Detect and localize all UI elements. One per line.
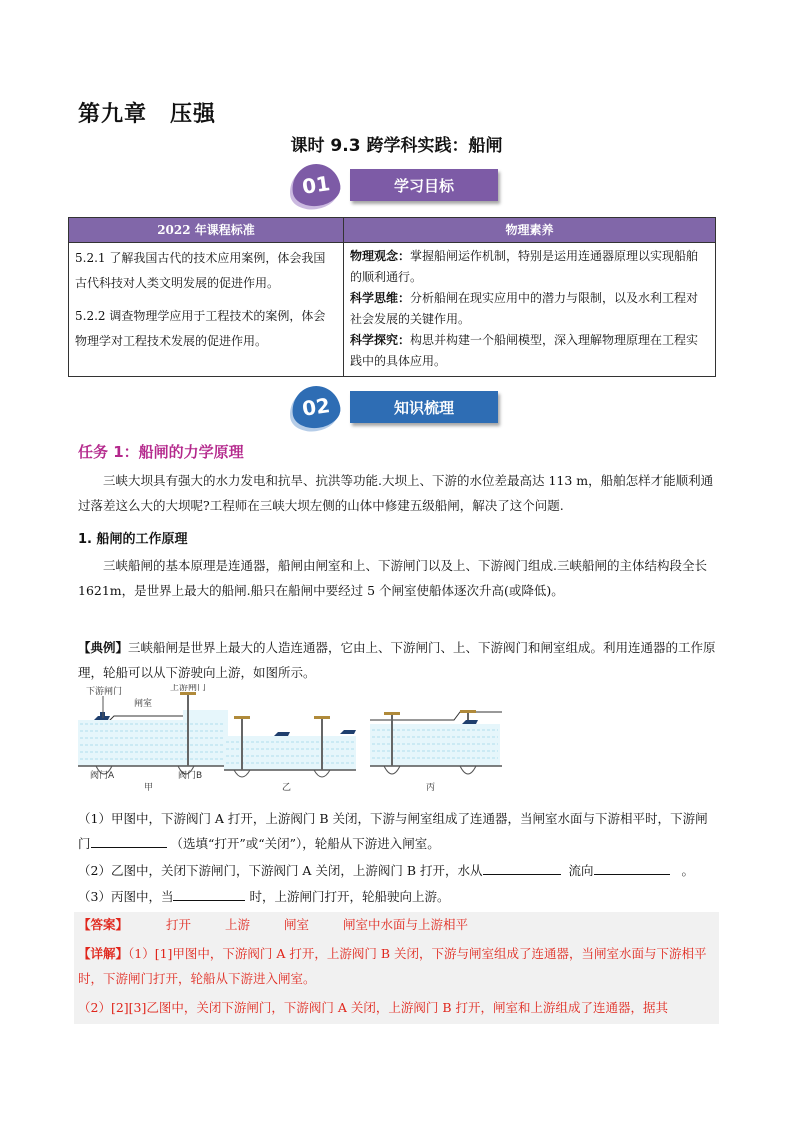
standards-cell: [69, 243, 344, 377]
label-lower-gate: 下游闸门: [86, 687, 123, 697]
intro-paragraph: 三峡大坝具有强大的水力发电和抗旱、抗洪等功能.大坝上、下游的水位差最高达 113 m，船舶怎样才能顺利通过落差这么大的大坝呢?工程师在三峡大坝左侧的山体中修建五级船闸，解决了这个问题.: [78, 473, 714, 513]
principle-paragraph: 三峡船闸的基本原理是连通器，船闸由闸室和上、下游闸门以及上、下游阀门组成.三峡船闸的主体结构段全长 1621m，是世界上最大的船闸.船只在船闸中要经过 5 个闸室使船体逐次升高(或降低)。: [78, 558, 707, 598]
table-row: [69, 243, 716, 377]
example-tag: 【典例】: [78, 640, 129, 655]
example-paragraph: [78, 635, 720, 685]
literacy-item: [350, 246, 709, 288]
question-2-text-c: 。: [681, 863, 694, 878]
ship-lock-figure: [74, 684, 504, 794]
section1-number: 01: [300, 171, 332, 199]
question-3-text-b: 时，上游闸门打开，轮船驶向上游。: [249, 889, 450, 904]
answer-item: 上游: [225, 917, 251, 932]
standards-table: [68, 217, 716, 377]
table-header-row: [69, 218, 716, 243]
literacy-text: 掌握船闸运作机制，特别是运用连通器原理以实现船舶的顺利通行。: [350, 249, 699, 284]
section1-title: 学习目标: [393, 176, 454, 195]
figure-bing: [370, 710, 502, 793]
figure-yi: [224, 716, 356, 793]
literacy-item: [350, 288, 709, 330]
label-fig-jia: 甲: [144, 783, 154, 793]
detail-p1: [78, 941, 715, 991]
literacy-label: 物理观念：: [350, 249, 411, 263]
label-fig-bing: 丙: [426, 783, 436, 793]
figure-jia: [78, 684, 228, 793]
task1-heading: 任务 1：船闸的力学原理: [78, 443, 244, 461]
detail-p2: （2）[2][3]乙图中，关闭下游闸门，下游阀门 A 关闭，上游阀门 B 打开，闸室和上游组成了连通器，据其: [78, 1000, 668, 1015]
lesson-title: 课时 9.3 跨学科实践：船闸: [290, 136, 503, 156]
label-upper-gate: 上游闸门: [170, 684, 207, 693]
answer-blank-1[interactable]: [91, 833, 167, 848]
literacy-text: 分析船闸在现实应用中的潜力与限制，以及水利工程对社会发展的关键作用。: [350, 291, 699, 326]
literacy-label: 科学思维：: [350, 291, 411, 305]
question-3: [78, 884, 720, 909]
answer-item: 闸室: [284, 917, 310, 932]
question-2: [78, 858, 720, 883]
literacy-item: [350, 330, 709, 372]
question-1-text: （1）甲图中，下游阀门 A 打开，上游阀门 B 关闭，下游与闸室组成了连通器，当闸室水面与下游相平时，: [78, 811, 671, 826]
label-valve-b: 阀门B: [178, 771, 203, 781]
question-1-text-c: （选填“打开”或“关闭”），轮船从下游进入闸室。: [170, 836, 440, 851]
answer-box: [74, 912, 719, 1024]
label-chamber: 闸室: [134, 699, 153, 709]
detail-text: （1）[1]甲图中，下游阀门 A 打开，上游阀门 B 关闭，下游与闸室组成了连通器，当闸室水面与下游相平时，下游闸门打开，轮船从下游进入闸室。: [78, 946, 707, 986]
question-3-text: （3）丙图中，当: [78, 889, 174, 904]
detail-label: 【详解】: [78, 946, 129, 961]
question-2-text-b: 流向: [568, 863, 594, 878]
question-1-text-b: 下游闸门: [78, 811, 708, 851]
section2-ribbon: [350, 391, 498, 423]
answer-item: 打开: [166, 917, 192, 932]
section2-number: 02: [300, 393, 332, 421]
literacy-label: 科学探究：: [350, 333, 411, 347]
answer-label: 【答案】: [78, 917, 129, 932]
literacy-text: 构思并构建一个船闸模型，深入理解物理原理在工程实践中的具体应用。: [350, 333, 699, 368]
section2-badge: [289, 383, 342, 431]
section1-ribbon: [350, 169, 498, 201]
answer-blank-4[interactable]: [173, 886, 245, 901]
table-header-literacy: 物理素养: [344, 218, 716, 243]
chapter-title: 第九章 压强: [78, 102, 217, 127]
label-valve-a: 阀门A: [90, 771, 115, 781]
standard-item: 5.2.2 调查物理学应用于工程技术的案例，体会物理学对工程技术发展的促进作用。: [75, 309, 326, 348]
label-fig-yi: 乙: [282, 783, 292, 793]
question-1: [78, 806, 720, 856]
standard-item: 5.2.1 了解我国古代的技术应用案例，体会我国古代科技对人类文明发展的促进作用。: [75, 251, 326, 290]
table-header-standard: 2022 年课程标准: [69, 218, 344, 243]
question-2-text: （2）乙图中，关闭下游闸门，下游阀门 A 关闭，上游阀门 B 打开，水从: [78, 863, 483, 878]
answer-line: [78, 912, 715, 937]
section2-title: 知识梳理: [393, 398, 454, 417]
answer-blank-2[interactable]: [483, 860, 561, 875]
literacy-cell: [344, 243, 716, 377]
example-text: 三峡船闸是世界上最大的人造连通器，它由上、下游闸门、上、下游阀门和闸室组成。利用连通器的工作原理，轮船可以从下游驶向上游，如图所示。: [78, 640, 716, 680]
answer-item: 闸室中水面与上游相平: [343, 917, 469, 932]
section1-badge: [289, 161, 342, 209]
heading-working-principle: 1. 船闸的工作原理: [78, 532, 188, 547]
answer-blank-3[interactable]: [594, 860, 670, 875]
